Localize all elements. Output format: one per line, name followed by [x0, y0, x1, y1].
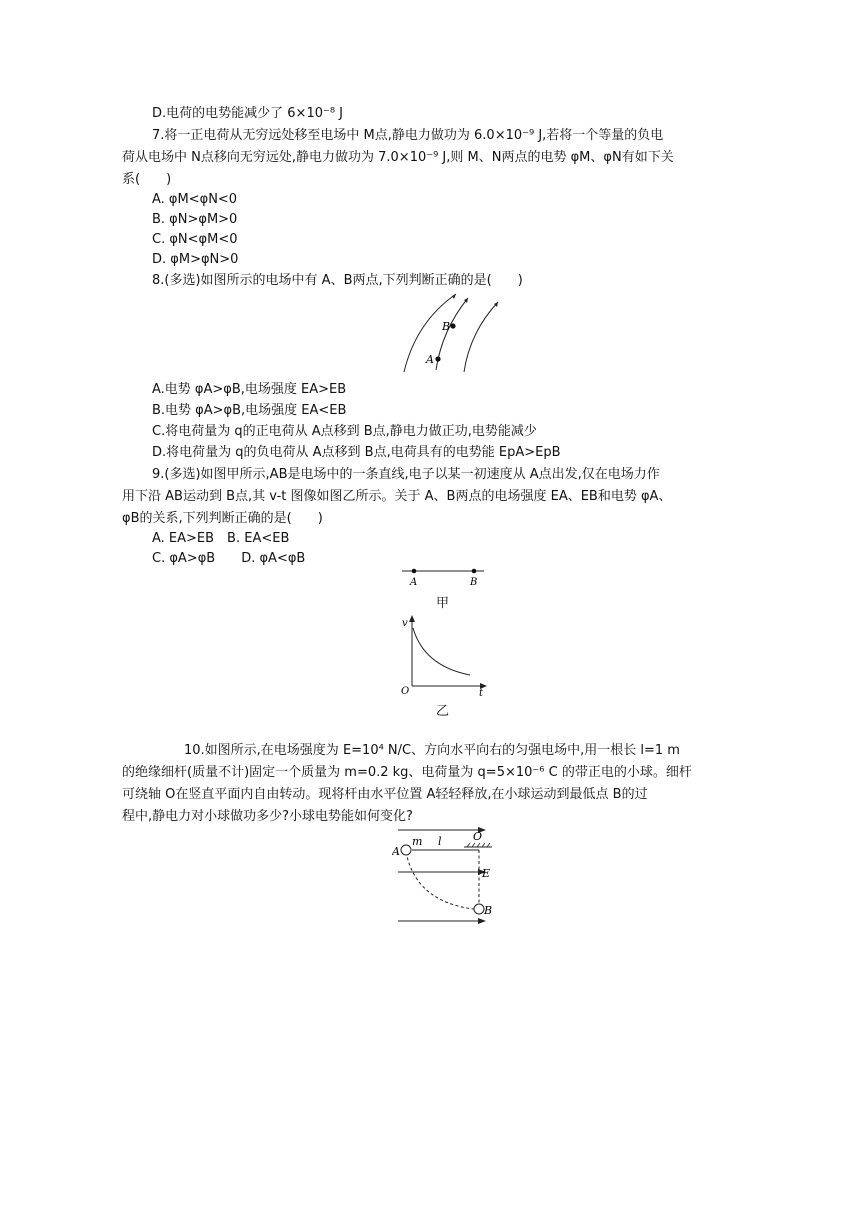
q10-rod-in-field-figure [392, 824, 492, 926]
q10-label-m: m [412, 835, 423, 848]
q9-jia-label-b: B [470, 577, 478, 588]
q7-text-line-3: 系( ) [122, 172, 172, 187]
q10-label-b: B [484, 904, 492, 917]
q8-option-d: D.将电荷量为 q的负电荷从 A点移到 B点,电荷具有的电势能 EpA>EpB [152, 445, 561, 460]
q10-text-line-1: 10.如图所示,在电场强度为 E=10⁴ N/C、方向水平向右的匀强电场中,用一根长 l=1 m [184, 743, 680, 758]
q7-option-a: A. φM<φN<0 [152, 192, 238, 207]
q10-label-e: E [482, 867, 491, 880]
q9-yi-origin-label: O [401, 686, 410, 696]
q9-caption-yi: 乙 [436, 704, 450, 719]
q9-options-ab: A. EA>EB B. EA<EB [152, 531, 290, 546]
q9-text-line-2: 用下沿 AB运动到 B点,其 v-t 图像如图乙所示。关于 A、B两点的电场强度 EA、EB和电势 φA、 [122, 489, 672, 504]
q6-option-d: D.电荷的电势能减少了 6×10⁻⁸ J [152, 106, 344, 121]
q8-text: 8.(多选)如图所示的电场中有 A、B两点,下列判断正确的是( ) [152, 273, 523, 288]
q9-yi-t-label: t [479, 688, 484, 696]
q7-text-line-1: 7.将一正电荷从无穷远处移至电场中 M点,静电力做功为 6.0×10⁻⁹ J,若将一个等量的负电 [152, 128, 664, 143]
q9-caption-jia: 甲 [436, 596, 450, 611]
q10-label-a: A [392, 845, 400, 858]
q8-label-a: A [426, 353, 434, 366]
q8-option-a: A.电势 φA>φB,电场强度 EA>EB [152, 382, 347, 397]
q9-text-line-1: 9.(多选)如图甲所示,AB是电场中的一条直线,电子以某一初速度从 A点出发,仅在电场力作 [152, 467, 660, 482]
q9-text-line-3: φB的关系,下列判断正确的是( ) [122, 511, 323, 526]
q9-figure-jia-line [398, 564, 488, 588]
q10-text-line-2: 的绝缘细杆(质量不计)固定一个质量为 m=0.2 kg、电荷量为 q=5×10⁻⁶ C 的带正电的小球。细杆 [122, 765, 692, 780]
q7-option-d: D. φM>φN>0 [152, 252, 239, 267]
q10-label-l: l [438, 835, 442, 848]
q8-field-lines-figure [396, 292, 504, 374]
q8-label-b: B [442, 320, 451, 333]
q7-option-b: B. φN>φM>0 [152, 212, 238, 227]
q8-option-c: C.将电荷量为 q的正电荷从 A点移到 B点,静电力做正功,电势能减少 [152, 424, 537, 439]
q7-option-c: C. φN<φM<0 [152, 232, 238, 247]
q10-text-line-3: 可绕轴 O在竖直平面内自由转动。现将杆由水平位置 A轻轻释放,在小球运动到最低点 B的过 [122, 787, 648, 802]
q8-option-b: B.电势 φA>φB,电场强度 EA<EB [152, 403, 347, 418]
q9-figure-yi-vt-graph [398, 612, 490, 696]
q9-jia-label-a: A [410, 577, 418, 588]
q9-options-cd: C. φA>φB D. φA<φB [152, 551, 306, 566]
q7-text-line-2: 荷从电场中 N点移向无穷远处,静电力做功为 7.0×10⁻⁹ J,则 M、N两点的电势 φM、φN有如下关 [122, 150, 674, 165]
q9-yi-v-label: v [402, 618, 408, 629]
q10-text-line-4: 程中,静电力对小球做功多少?小球电势能如何变化? [122, 809, 413, 824]
q10-label-o: O [473, 830, 483, 843]
